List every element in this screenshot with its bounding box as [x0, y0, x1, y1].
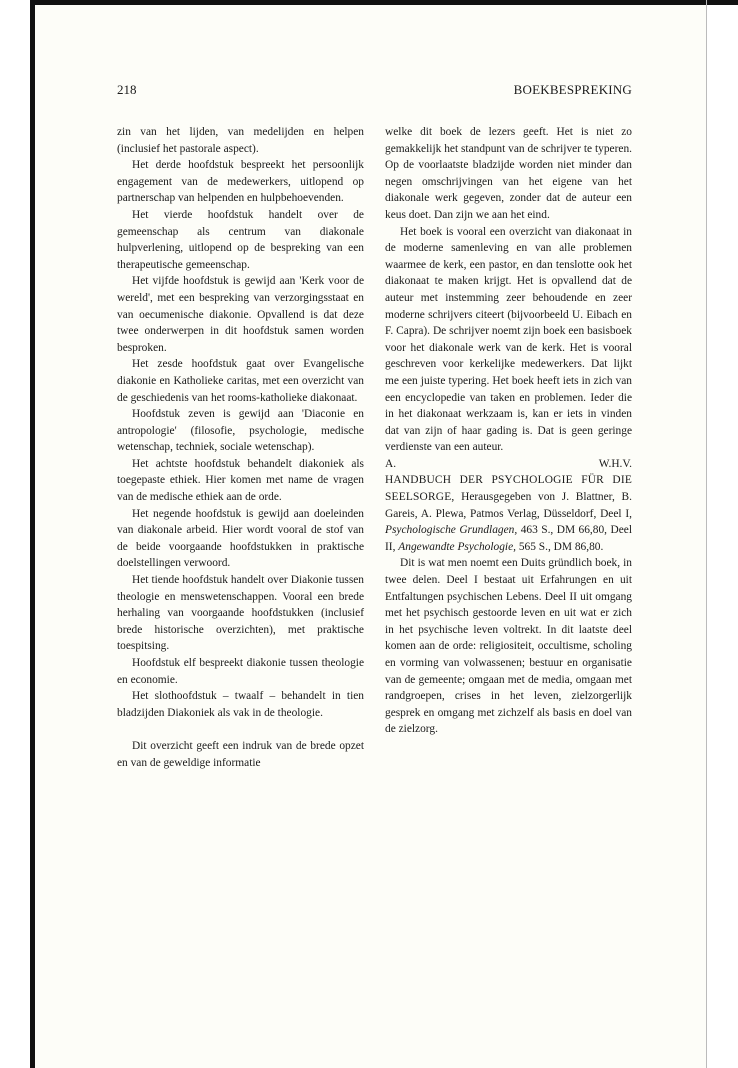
volume2-title: Angewandte Psychologie,	[398, 540, 516, 553]
right-column	[385, 124, 632, 738]
running-head: BOEKBESPREKING	[513, 82, 632, 97]
paragraph: Het derde hoofdstuk bespreekt het persoonlijk engagement van de medewerkers, uitlopend op partnerschap van helpenden en hulpbehoevenden.	[117, 159, 364, 205]
paragraph: Het vierde hoofdstuk handelt over de gemeenschap als centrum van diakonale hulpverlening, uitlopend op de bespreking van een therapeutische gemeenschap.	[117, 208, 364, 271]
paragraph: Het tiende hoofdstuk handelt over Diakonie tussen theologie en menswetenschappen. Vooral een brede herhaling van voorgaande hoofdstukken (inclusief brede historische overzichten), met praktische toespitsing.	[117, 574, 364, 653]
signature-author: W.H.V.	[598, 457, 632, 470]
review-signature	[385, 456, 632, 473]
paragraph: Het negende hoofdstuk is gewijd aan doeleinden van diakonale arbeid. Hier wordt vooral de stof van de beide voorgaande hoofdstukken in praktische doelstellingen verwoord.	[117, 507, 364, 570]
book-pub-info: Herausgegeben von J. Blattner, B. Gareis, A. Plewa, Patmos Verlag, Düsseldorf, Deel I,	[385, 491, 632, 520]
book-reference	[385, 472, 632, 555]
paragraph: zin van het lijden, van medelijden en helpen (inclusief het pastorale aspect).	[117, 126, 364, 155]
paragraph: Het achtste hoofdstuk behandelt diakoniek als toegepaste ethiek. Hier komen met name de vragen van de medische ethiek aan de orde.	[117, 457, 364, 504]
paragraph: welke dit boek de lezers geeft. Het is niet zo gemakkelijk het standpunt van de schrijver te typeren. Op de voorlaatste bladzijde worden niet minder dan negen omschrijvingen van het eigene van het diakonale werk gegeven, zonder dat de auteur een keus doet. Dan zijn we aan het eind.	[385, 126, 632, 221]
left-column	[117, 124, 364, 771]
paragraph: Het boek is vooral een overzicht van diakonaat in de moderne samenleving en van alle problemen waarmee de kerk, een pastor, en dan tenslotte ook het diakonaat te maken krijgt. Het is opvallend dat de auteur met instemming zeer behoudende en zeer moderne schrijvers citeert (bijvoorbeeld U. Eibach en F. Capra). De schrijver noemt zijn boek een basisboek voor het diakonale werk van de kerk. Het is vooral geschreven voor kerkelijke medewerkers. Dat lijkt me een juiste typering. Het boek heeft iets in zich van een encyclopedie van taken en problemen. Ieder die in het diakonaat werkzaam is, kan er iets in vinden dat van zijn of haar gading is. Dat is geen geringe verdienste van een auteur.	[385, 225, 632, 454]
page-header	[117, 82, 632, 100]
paragraph: Hoofdstuk zeven is gewijd aan 'Diaconie en antropologie' (filosofie, psychologie, medische wetenschap, techniek, sociale wetenschap).	[117, 408, 364, 454]
page-number: 218	[117, 82, 137, 97]
book-pub-info-3: 565 S., DM 86,80.	[518, 540, 604, 553]
paragraph: Het slothoofdstuk – twaalf – behandelt in tien bladzijden Diakoniek als vak in de theologie.	[117, 690, 364, 719]
paragraph: Dit overzicht geeft een indruk van de brede opzet en van de geweldige informatie	[117, 739, 364, 769]
signature-initial: A.	[385, 457, 397, 470]
volume1-title: Psychologische Grundlagen,	[385, 524, 518, 537]
paragraph: Dit is wat men noemt een Duits gründlich boek, in twee delen. Deel I bestaat uit Erfahrungen en uit Entfaltungen psychischen Lebens. Deel II uit omgang met het psychisch gestoorde leven en uit wat er zich in het psychische leven voltrekt. In dit laatste deel komen aan de orde: religiositeit, occultisme, scholing en vorming van volwassenen; bestuur en organisatie van de gemeente; omgaan met de media, omgaan met randgroepen, crises in het leven, zielzorgerlijk gesprek en omgang met zichzelf als basis en doel van de zielzorg.	[385, 557, 632, 736]
book-title: HANDBUCH DER PSYCHOLOGIE FÜR DIE SEELSORGE,	[385, 474, 632, 504]
scan-edge-right	[706, 0, 707, 1068]
paragraph: Het zesde hoofdstuk gaat over Evangelische diakonie en Katholieke caritas, met een overzicht van de geschiedenis van het rooms-katholieke diakonaat.	[117, 358, 364, 404]
book-pub-info-2: 463 S., DM 66,80, Deel II,	[385, 524, 632, 553]
paragraph: Hoofdstuk elf bespreekt diakonie tussen theologie en economie.	[117, 657, 364, 686]
paragraph: Het vijfde hoofdstuk is gewijd aan 'Kerk voor de wereld', met een bespreking van verzorgingsstaat en van oecumenische diakonie. Opvallend is dat deze twee onderwerpen in dit hoofdstuk samen worden besproken.	[117, 275, 364, 354]
